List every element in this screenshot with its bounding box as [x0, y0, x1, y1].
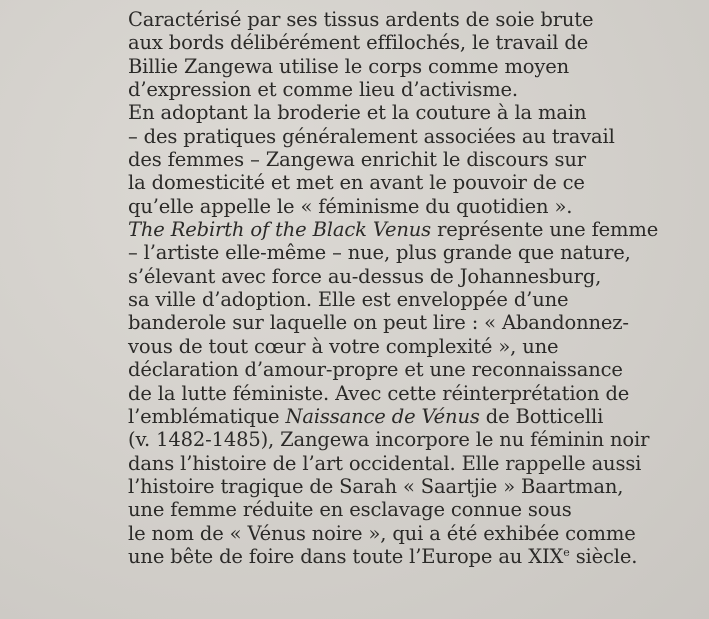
- text-segment: aux bords délibérément effilochés, le travail de: [128, 31, 589, 55]
- text-segment: (v. 1482-1485), Zangewa incorpore le nu féminin noir: [128, 428, 650, 452]
- text-line: [128, 452, 703, 475]
- text-segment: l’emblématique: [128, 404, 286, 428]
- text-line: [128, 522, 703, 545]
- text-line: [128, 382, 703, 405]
- text-segment: Billie Zangewa utilise le corps comme moyen: [128, 54, 570, 78]
- text-segment: d’expression et comme lieu d’activisme.: [128, 78, 518, 102]
- text-segment: – l’artiste elle-même – nue, plus grande que nature,: [128, 241, 631, 265]
- text-line: [128, 288, 703, 311]
- artwork-title: Naissance de Vénus: [285, 404, 480, 428]
- text-segment: s’élevant avec force au-dessus de Johannesburg,: [128, 264, 602, 288]
- text-segment: En adoptant la broderie et la couture à la main: [128, 101, 587, 125]
- text-line: [128, 405, 703, 428]
- text-segment: représente une femme: [431, 218, 659, 242]
- text-segment: une bête de foire dans toute l’Europe au XIX: [128, 544, 564, 568]
- text-segment: qu’elle appelle le « féminisme du quotidien ».: [128, 194, 573, 218]
- wall-label-text: [128, 8, 703, 568]
- superscript: e: [563, 545, 570, 559]
- text-segment: vous de tout cœur à votre complexité », une: [128, 334, 559, 358]
- text-segment: le nom de « Vénus noire », qui a été exhibée comme: [128, 521, 636, 545]
- text-line: [128, 195, 703, 218]
- text-segment: de Botticelli: [479, 404, 604, 428]
- text-line: [128, 31, 703, 54]
- text-line: [128, 241, 703, 264]
- text-segment: siècle.: [569, 544, 638, 568]
- text-line: [128, 498, 703, 521]
- text-line: [128, 311, 703, 334]
- text-line: [128, 218, 703, 241]
- text-line: [128, 545, 703, 568]
- text-segment: une femme réduite en esclavage connue sous: [128, 498, 572, 522]
- artwork-title: The Rebirth of the Black Venus: [128, 218, 432, 242]
- text-segment: dans l’histoire de l’art occidental. Elle rappelle aussi: [128, 451, 642, 475]
- text-line: [128, 171, 703, 194]
- text-line: [128, 475, 703, 498]
- text-segment: – des pratiques généralement associées au travail: [128, 124, 615, 148]
- text-line: [128, 78, 703, 101]
- text-segment: sa ville d’adoption. Elle est enveloppée d’une: [128, 288, 569, 312]
- text-segment: la domesticité et met en avant le pouvoir de ce: [128, 171, 585, 195]
- text-line: [128, 148, 703, 171]
- text-line: [128, 428, 703, 451]
- text-segment: banderole sur laquelle on peut lire : « Abandonnez-: [128, 311, 629, 335]
- text-line: [128, 335, 703, 358]
- text-segment: l’histoire tragique de Sarah « Saartjie » Baartman,: [128, 474, 624, 498]
- text-line: [128, 125, 703, 148]
- text-line: [128, 101, 703, 124]
- text-line: [128, 265, 703, 288]
- text-line: [128, 8, 703, 31]
- text-segment: des femmes – Zangewa enrichit le discours sur: [128, 148, 586, 172]
- text-line: [128, 358, 703, 381]
- text-segment: de la lutte féministe. Avec cette réinterprétation de: [128, 381, 630, 405]
- text-segment: déclaration d’amour-propre et une reconnaissance: [128, 358, 623, 382]
- text-segment: Caractérisé par ses tissus ardents de soie brute: [128, 8, 594, 31]
- text-line: [128, 55, 703, 78]
